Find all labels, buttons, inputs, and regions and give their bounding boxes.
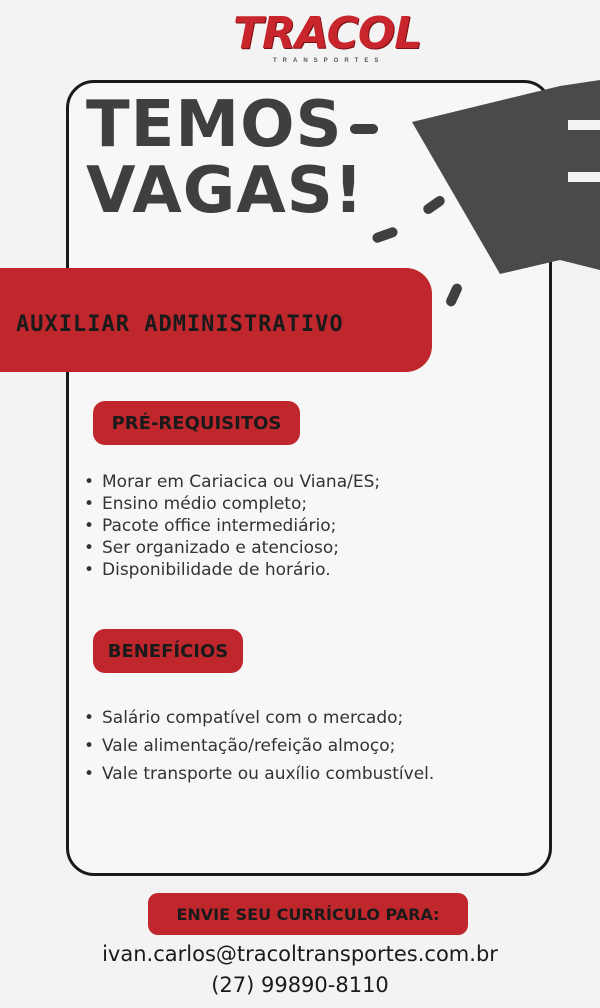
headline [86, 88, 365, 228]
benefit-item: • Salário compatível com o mercado; [84, 704, 434, 732]
logo-subtitle: TRANSPORTES [273, 58, 385, 64]
job-title: AUXILIAR ADMINISTRATIVO [16, 312, 344, 337]
requirement-item: • Pacote office intermediário; [84, 515, 380, 537]
requirements-list [84, 471, 380, 581]
contact-email[interactable]: ivan.carlos@tracoltransportes.com.br [102, 942, 498, 966]
benefit-item: • Vale transporte ou auxílio combustível. [84, 760, 434, 788]
benefits-list [84, 704, 434, 788]
requirement-item: • Disponibilidade de horário. [84, 559, 380, 581]
requirement-item: • Morar em Cariacica ou Viana/ES; [84, 471, 380, 493]
contact-phone[interactable]: (27) 99890-8110 [211, 973, 389, 997]
logo-wordmark: TRACOL [233, 8, 422, 59]
send-resume-label: ENVIE SEU CURRÍCULO PARA: [148, 893, 468, 935]
tracol-logo [215, 8, 422, 70]
headline-line-1: TEMOS [86, 88, 343, 162]
requirements-heading: PRÉ-REQUISITOS [93, 401, 300, 445]
requirement-item: • Ensino médio completo; [84, 493, 380, 515]
benefits-heading: BENEFÍCIOS [93, 629, 243, 673]
requirement-item: • Ser organizado e atencioso; [84, 537, 380, 559]
benefit-item: • Vale alimentação/refeição almoço; [84, 732, 434, 760]
headline-line-2: VAGAS! [86, 154, 365, 228]
